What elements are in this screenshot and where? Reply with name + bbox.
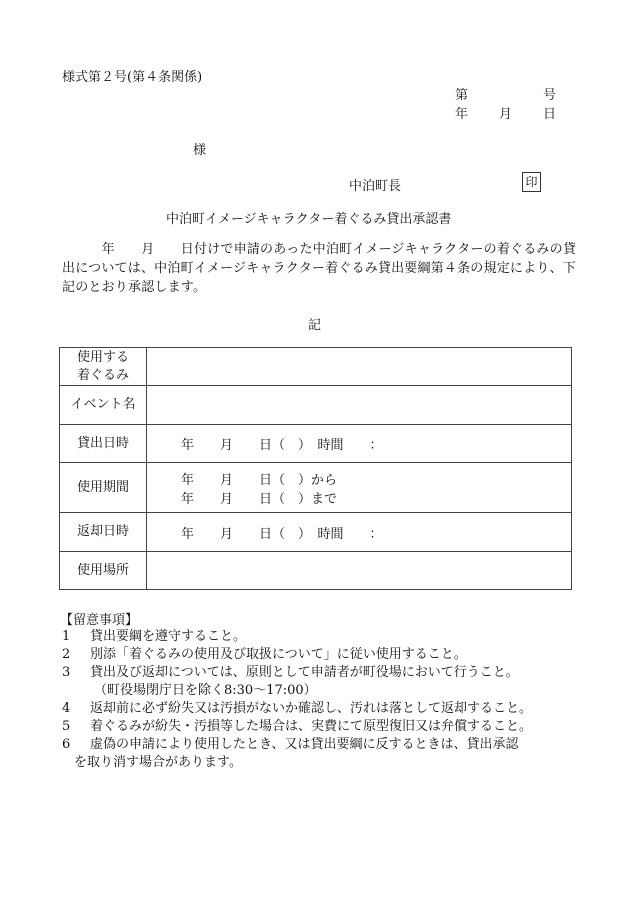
row-label-lending: 貸出日時 bbox=[60, 425, 147, 463]
note-number: 1 bbox=[62, 629, 71, 644]
document-title: 中泊町イメージキャラクター着ぐるみ貸出承認書 bbox=[166, 212, 452, 227]
table-row bbox=[60, 348, 572, 386]
note-item bbox=[62, 754, 242, 772]
note-item bbox=[62, 736, 518, 754]
note-number: 3 bbox=[62, 665, 71, 680]
return-datetime-field[interactable]: 年 月 日（ ） 時間 ： bbox=[147, 513, 572, 552]
note-text: 返却前に必ず紛失又は汚損がないか確認し、汚れは落として返却すること。 bbox=[90, 701, 533, 716]
note-text: 着ぐるみが紛失・汚損等した場合は、実費にて原型復旧又は弁償すること。 bbox=[90, 719, 533, 734]
table-row bbox=[60, 386, 572, 425]
note-text: 貸出及び返却については、原則として申請者が町役場において行うこと。 bbox=[90, 665, 519, 680]
note-item bbox=[62, 628, 246, 646]
note-item bbox=[62, 700, 532, 718]
row-label-location: 使用場所 bbox=[60, 552, 147, 590]
note-text: を取り消す場合があります。 bbox=[74, 755, 242, 770]
issuer-name: 中泊町長 bbox=[349, 179, 402, 194]
costume-field[interactable] bbox=[147, 348, 572, 386]
table-row bbox=[60, 463, 572, 513]
note-number: 6 bbox=[62, 737, 71, 752]
number-suffix: 号 bbox=[543, 88, 557, 103]
note-item bbox=[62, 682, 317, 700]
note-number: 5 bbox=[62, 719, 71, 734]
note-text: 別添「着ぐるみの使用及び取扱について」に従い使用すること。 bbox=[90, 647, 467, 662]
label-line: 着ぐるみ bbox=[76, 367, 129, 383]
addressee-honorific: 様 bbox=[193, 143, 207, 158]
event-name-field[interactable] bbox=[147, 386, 572, 425]
table-row bbox=[60, 425, 572, 463]
note-item bbox=[62, 718, 532, 736]
note-item bbox=[62, 646, 467, 664]
note-number: 2 bbox=[62, 647, 71, 662]
note-number: 4 bbox=[62, 701, 71, 716]
number-prefix: 第 bbox=[455, 88, 469, 103]
detail-table bbox=[59, 347, 572, 590]
note-item bbox=[62, 664, 519, 682]
label-line: 使用する bbox=[76, 349, 129, 365]
lending-datetime-field[interactable]: 年 月 日（ ） 時間 ： bbox=[147, 425, 572, 463]
period-from: 年 月 日（ ）から bbox=[181, 472, 338, 488]
date-month: 月 bbox=[499, 107, 513, 122]
period-to: 年 月 日（ ）まで bbox=[181, 491, 338, 507]
row-label-period: 使用期間 bbox=[60, 463, 147, 513]
row-label-costume bbox=[60, 348, 147, 386]
form-label: 様式第２号(第４条関係) bbox=[62, 70, 203, 85]
body-paragraph: 年 月 日付けで申請のあった中泊町イメージキャラクターの着ぐるみの貸出については、中泊町イメージキャラクター着ぐるみ貸出要綱第４条の規定により、下記のとおり承認します。 bbox=[62, 242, 577, 295]
notes-heading: 【留意事項】 bbox=[60, 613, 139, 628]
note-text: （町役場閉庁日を除く8:30～17:00） bbox=[94, 683, 317, 698]
table-row bbox=[60, 552, 572, 590]
row-label-event: イベント名 bbox=[60, 386, 147, 425]
note-text: 貸出要綱を遵守すること。 bbox=[90, 629, 247, 644]
date-day: 日 bbox=[543, 107, 557, 122]
seal-mark: 印 bbox=[522, 172, 541, 192]
table-row bbox=[60, 513, 572, 552]
usage-location-field[interactable] bbox=[147, 552, 572, 590]
document-number bbox=[455, 84, 557, 103]
row-label-return: 返却日時 bbox=[60, 513, 147, 552]
usage-period-field[interactable] bbox=[147, 463, 572, 513]
ki-heading: 記 bbox=[308, 318, 322, 333]
note-text: 虚偽の申請により使用したとき、又は貸出要綱に反するときは、貸出承認 bbox=[90, 737, 519, 752]
date-year: 年 bbox=[455, 107, 469, 122]
